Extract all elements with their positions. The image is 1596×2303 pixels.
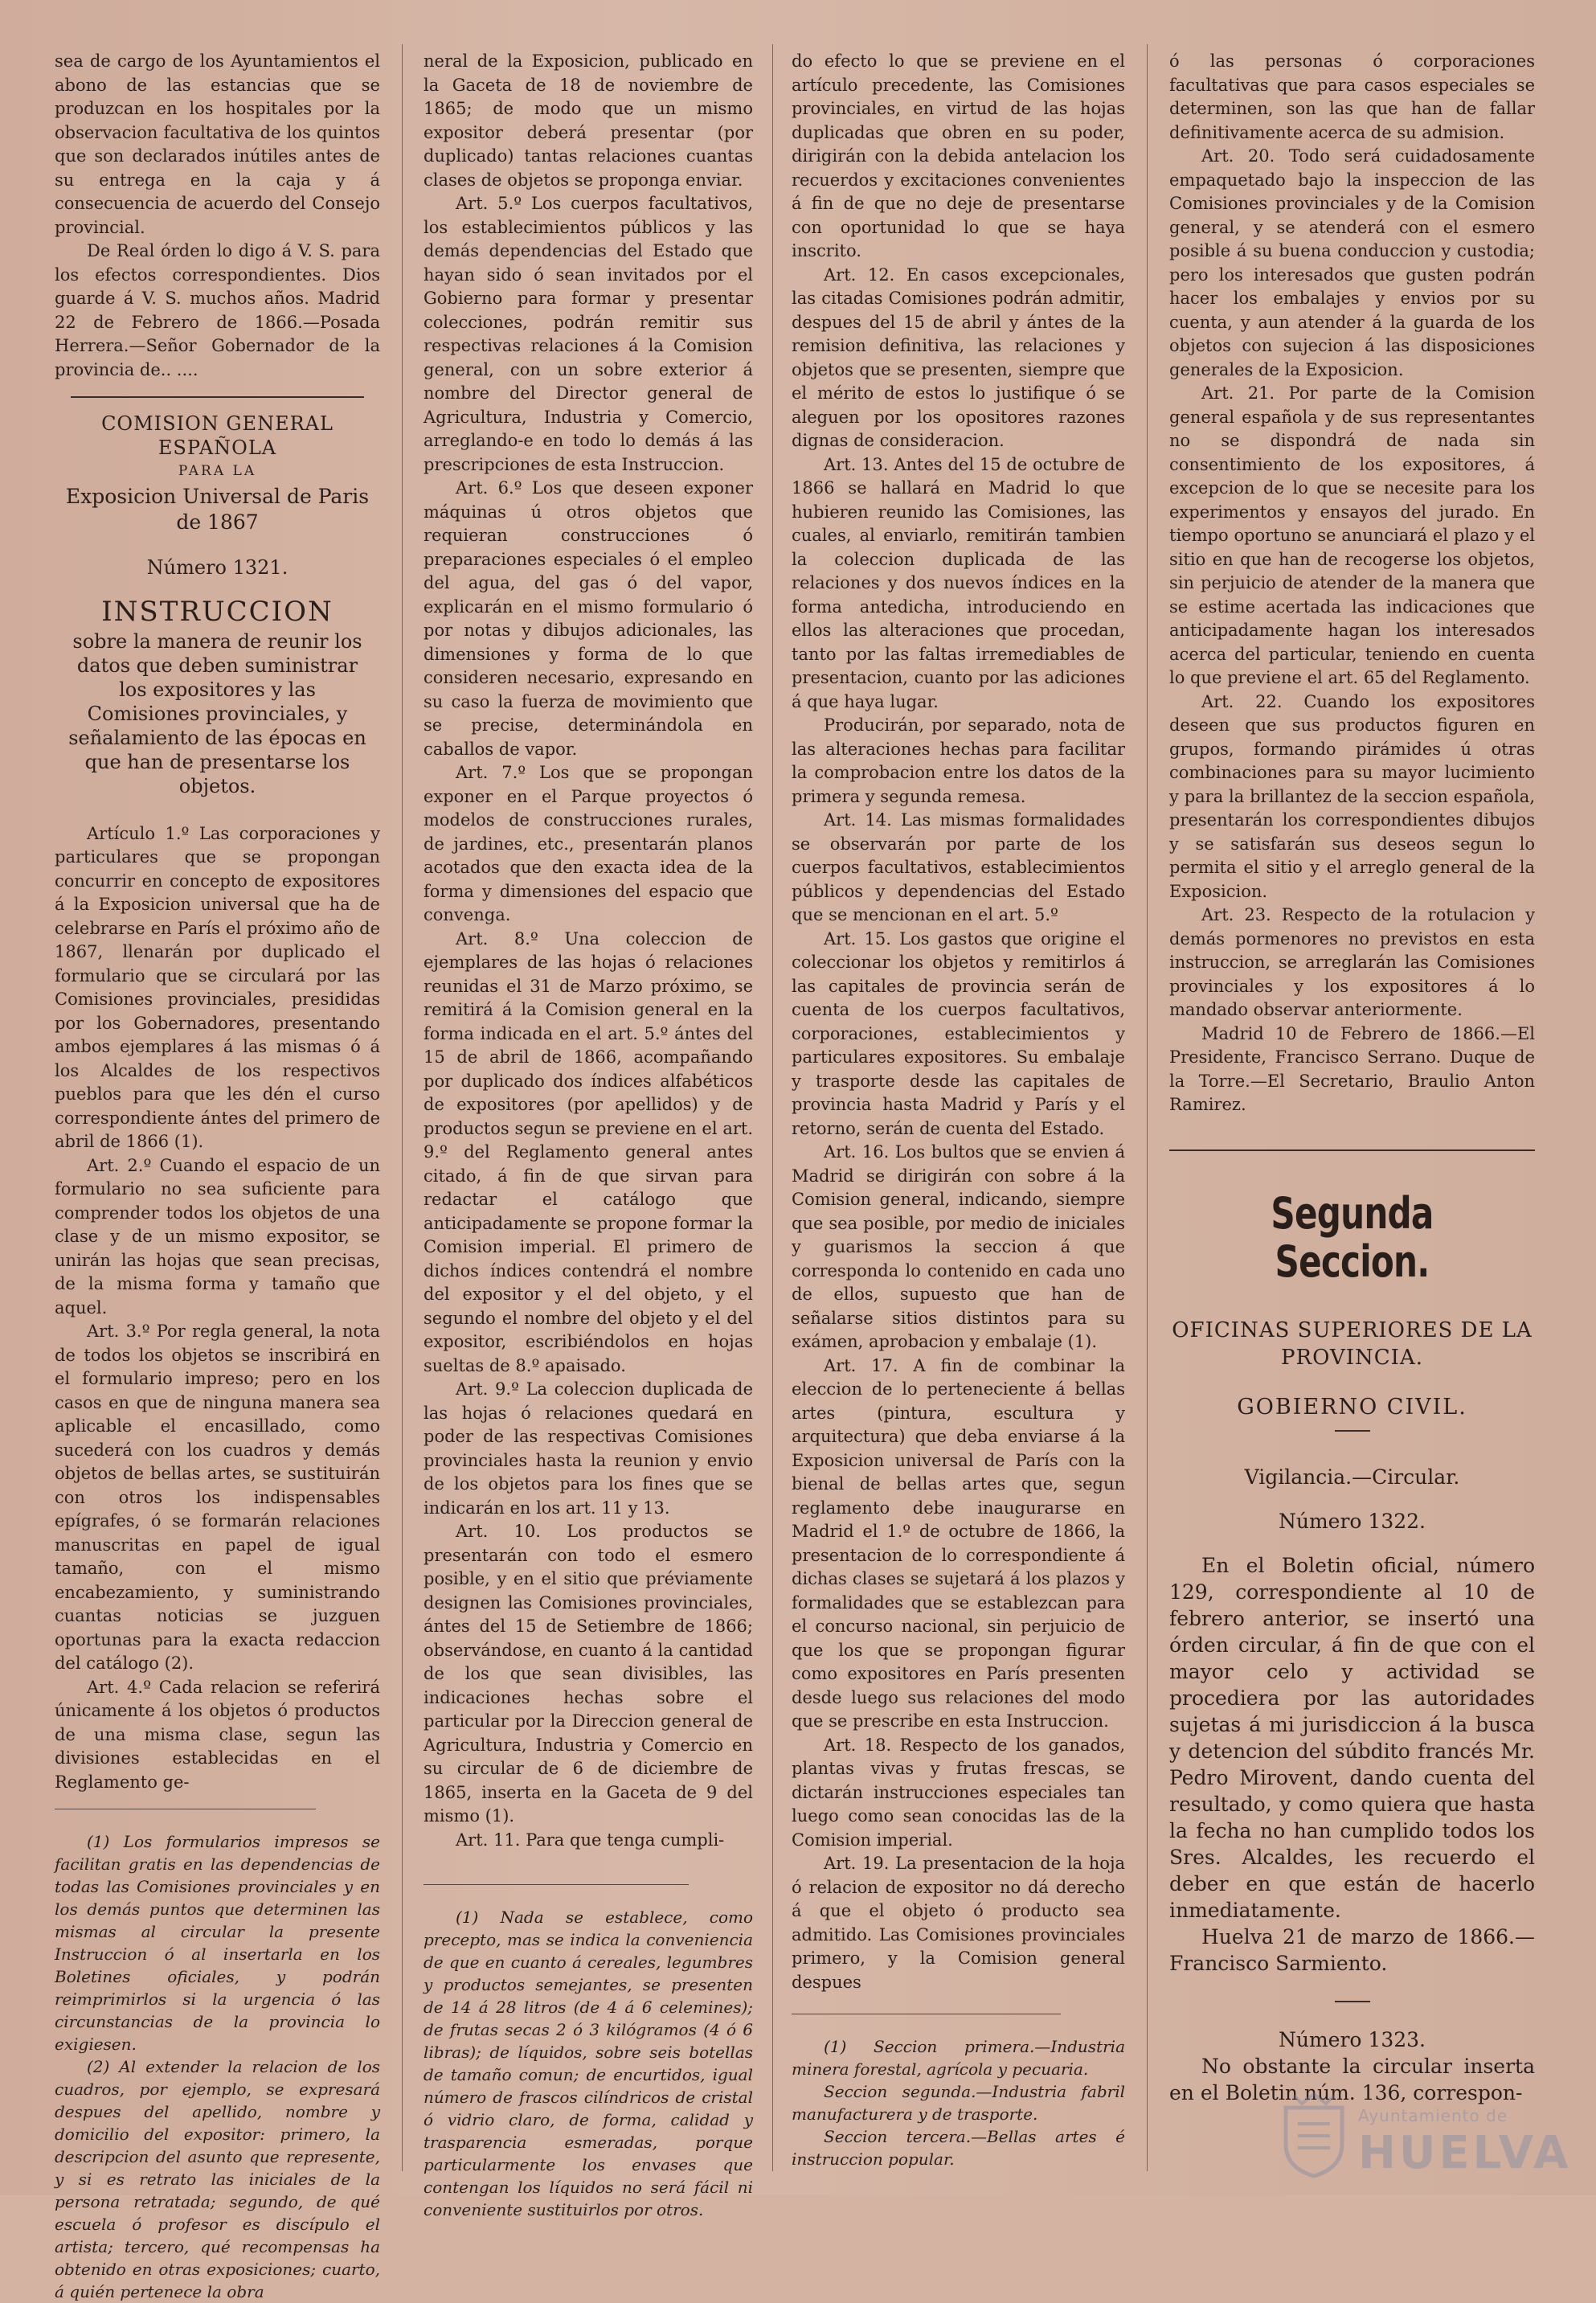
section-title: Segunda Seccion. bbox=[1271, 1187, 1434, 1287]
article-14: Art. 14. Las mismas formalidades se observarán por parte de los cuerpos facultativos, establecimientos públicos y dependencias del Estado que se mencionan en el art. 5.º bbox=[792, 810, 1125, 924]
number-1321: Número 1321. bbox=[146, 555, 289, 579]
circular-signature: Huelva 21 de marzo de 1866.—Francisco Sarmiento. bbox=[1169, 1925, 1535, 1975]
column-divider bbox=[772, 44, 773, 2171]
column-divider bbox=[402, 44, 403, 2171]
footnote-1a: (1) Seccion primera.—Industria minera forestal, agrícola y pecuaria. bbox=[792, 2037, 1125, 2079]
column-divider bbox=[1147, 44, 1148, 2171]
commission-para: PARA LA bbox=[178, 463, 257, 479]
column-1 bbox=[55, 50, 380, 2301]
vigilancia-heading: Vigilancia.—Circular. bbox=[1244, 1465, 1460, 1489]
article-4: Art. 4.º Cada relacion se referirá únicamente á los objetos ó productos de una misma clase, segun las divisiones establecidas en el Reglamento ge- bbox=[55, 1677, 380, 1792]
signature: Madrid 10 de Febrero de 1866.—El Presidente, Francisco Serrano. Duque de la Torre.—El Secretario, Braulio Anton Ramirez. bbox=[1169, 1023, 1535, 1114]
commission-expo: Exposicion Universal de Paris de 1867 bbox=[65, 484, 370, 534]
article-16: Art. 16. Los bultos que se envien á Madrid se dirigirán con sobre á la Comision general, indicando, siempre que sea posible, por medio de iniciales y guarismos la seccion á que corresponda lo contenido en cada uno de ellos, supuesto que han de señalarse sitios distintos para su exámen, aprobacion y embalaje (1). bbox=[792, 1142, 1125, 1351]
section-rule bbox=[1169, 1149, 1535, 1151]
article-11: Art. 11. Para que tenga cumpli- bbox=[456, 1830, 725, 1850]
intro-paragraph: sea de cargo de los Ayuntamientos el abono de las estancias que se produzcan en los hospitales por la observacion facultativa de los quintos que son declarados inútiles antes de su entrega en la caja y á consecuencia de acuerdo del Consejo provincial. bbox=[55, 51, 380, 237]
article-13: Art. 13. Antes del 15 de octubre de 1866 se hallará en Madrid lo que hubieren reunido las Comisiones, las cuales, al enviarlo, remitirán tambien la coleccion duplicada de las relaciones y dos nuevos índices en la forma antedicha, introduciendo en ellos las alteraciones que procedan, tanto por las faltas irremediables de presentacion, cuanto por las adiciones á que haya lugar. bbox=[792, 454, 1125, 711]
article-10: Art. 10. Los productos se presentarán con todo el esmero posible, y en el sitio que préviamente designen las Comisiones provinciales, ántes del 15 de Setiembre de 1866; observándose, en cuanto á la cantidad de los que sean divisibles, las indicaciones hechas sobre el particular por la Direccion general de Agricultura, Industria y Comercio en su circular de 6 de diciembre de 1865, inserta en la Gaceta de 9 del mismo (1). bbox=[424, 1522, 753, 1826]
article-21: Art. 21. Por parte de la Comision general española y de sus representantes no se dispondrá de nada sin consentimiento de los expositores, á excepcion de lo que se necesite para los experimentos y ensayos del jurado. En tiempo oportuno se anunciará el plazo y el sitio en que han de recogerse los objetos, sin perjuicio de atender de la manera que se estime acertada las indicaciones que anticipadamente hagan los interesados acerca del particular, teniendo en cuenta lo que previene el art. 65 del Reglamento. bbox=[1169, 383, 1535, 687]
footnote-2: (2) Al extender la relacion de los cuadros, por ejemplo, se expresará despues del apellido, nombre y domicilio del expositor: primero, la descripcion del asunto que represente, y si es retrato las iniciales de la persona retratada; segundo, de qué escuela ó profesor es discípulo el artista; tercero, qué recompensas ha obtenido en otras exposiciones; cuarto, á quién pertenece la obra bbox=[55, 2057, 380, 2301]
article-15: Art. 15. Los gastos que origine el coleccionar los objetos y remitirlos á las capitales de provincia serán de cuenta de los cuerpos facultativos, corporaciones, establecimientos y particulares expositores. Su embalaje y trasporte desde las capitales de provincia hasta Madrid y París y el retorno, serán de cuenta del Estado. bbox=[792, 928, 1125, 1138]
article-19: Art. 19. La presentacion de la hoja ó relacion de expositor no dá derecho á que el objeto ó producto sea admitido. Las Comisiones provinciales primero, y la Comision general despues bbox=[792, 1854, 1125, 1992]
article-7: Art. 7.º Los que se propongan exponer en el Parque proyectos ó modelos de construcciones rurales, de jardines, etc., presentarán planos acotados que den exacta idea de la forma y dimensiones del espacio que convenga. bbox=[424, 763, 753, 924]
article-6: Art. 6.º Los que deseen exponer máquinas ú otros objetos que requieran construcciones ó preparaciones especiales ó el empleo del agua, del gas ó del vapor, explicarán en el mismo formulario ó por notas y dibujos adicionales, las dimensiones y forma de lo que consideren necesario, expresando en su caso la fuerza de movimiento que se precise, determinándola en caballos de vapor. bbox=[424, 478, 753, 759]
article-22: Art. 22. Cuando los expositores deseen que sus productos figuren en grupos, formando pirámides ú otras combinaciones para su mayor lucimiento y para la brillantez de la seccion española, presentarán los correspondientes dibujos y se satisfarán sus deseos segun lo permita el sitio y el arreglo general de la Exposicion. bbox=[1169, 691, 1535, 901]
watermark-small-text: Ayuntamiento de bbox=[1358, 2106, 1508, 2125]
footnote-1: (1) Nada se establece, como precepto, mas se indica la conveniencia de que en cuanto á cereales, legumbres y productos semejantes, se presenten de 14 á 28 litros (de 4 á 6 celemines); de frutas secas 2 ó 3 kilógramos (4 ó 6 libras); de líquidos, sobre seis botellas de tamaño comun; de encurtidos, igual número de frascos cilíndricos de cristal ó vidrio claro, de forma, calidad y trasparencia esmeradas, porque particularmente los envases que contengan los líquidos no será fácil ni conveniente sustituirlos por otros. bbox=[424, 1908, 753, 2219]
article-12: Art. 12. En casos excepcionales, las citadas Comisiones podrán admitir, despues del 15 de abril y ántes de la remision definitiva, las relaciones y objetos que se presenten, siempre que el mérito de estos lo justifique ó se aleguen por los opositores razones dignas de consideracion. bbox=[792, 264, 1125, 450]
column-4 bbox=[1169, 50, 1535, 2163]
watermark-big-text: HUELVA bbox=[1358, 2127, 1572, 2179]
article-20: Art. 20. Todo será cuidadosamente empaquetado bajo la inspeccion de las Comisiones provinciales y de la Comision general, y se atenderá con el esmero posible á su buena conduccion y custodia; pero los interesados que gusten podrán hacer los embalajes y envios por su cuenta, y aun atender á la guarda de los objetos con sujecion á las disposiciones generales de la Exposicion. bbox=[1169, 146, 1535, 379]
closing-paragraph: De Real órden lo digo á V. S. para los efectos correspondientes. Dios guarde á V. S. muchos años. Madrid 22 de Febrero de 1866.—Posada Herrera.—Señor Gobernador de la provincia de.. .... bbox=[55, 241, 380, 379]
article-23: Art. 23. Respecto de la rotulacion y demás pormenores no previstos en esta instruccion, se arreglarán las Comisiones provinciales y los expositores á lo mandado observar anteriormente. bbox=[1169, 905, 1535, 1019]
footnote-rule bbox=[424, 1884, 689, 1885]
article-9: Art. 9.º La coleccion duplicada de las hojas ó relaciones quedará en poder de las respectivas Comisiones provinciales hasta la reunion y envio de los objetos para los fines que se indicarán en los art. 11 y 13. bbox=[424, 1379, 753, 1518]
number-1322: Número 1322. bbox=[1279, 1510, 1426, 1533]
article-17: Art. 17. A fin de combinar la eleccion de lo perteneciente á bellas artes (pintura, escultura y arquitectura) que deba enviarse á la Exposicion universal de París con la bienal de bellas artes que, segun reglamento debe inaugurarse en Madrid el 1.º de octubre de 1866, la presentacion de lo correspondiente á dichas clases se sujetará á los plazos y formalidades que se establezcan para el concurso nacional, sin perjuicio de que los que se propongan figurar como expositores en París presenten desde luego sus relaciones del modo que se prescribe en esta Instruccion. bbox=[792, 1355, 1125, 1731]
section-rule bbox=[71, 396, 364, 398]
last-text: No obstante la circular inserta en el Boletin núm. 136, correspon- bbox=[1169, 2055, 1535, 2104]
separator-dash bbox=[1335, 2001, 1370, 2002]
circular-text: En el Boletin oficial, número 129, correspondiente al 10 de febrero anterior, se insertó una órden circular, á fin de que con el mayor celo y actividad se procediera por las autoridades sujetas á mi jurisdiccion á la busca y detencion del súbdito francés Mr. Pedro Mirovent, dando cuenta del resultado, y como quiera que hasta la fecha no han cumplido todos los Sres. Alcaldes, les recuerdo el deber en que están de hacerlo inmediatamente. bbox=[1169, 1554, 1535, 1922]
footnote-1: (1) Los formularios impresos se facilitan gratis en las dependencias de todas las Comisiones provinciales y en los demás puntos que determinen las mismas al circular la presente Instruccion ó al insertarla en los Boletines oficiales, y podrán reimprimirlos si la urgencia ó las circunstancias de la provincia lo exigiesen. bbox=[55, 1832, 380, 2054]
coat-of-arms-icon bbox=[1278, 2092, 1350, 2180]
huelva-watermark bbox=[1278, 2092, 1583, 2188]
article-1: Artículo 1.º Las corporaciones y particulares que se propongan concurrir en concepto de expositores á la Exposicion universal que ha de celebrarse en París el próximo año de 1867, llenarán por duplicado el formulario que se circulará por las Comisiones provinciales, presididas por los Gobernadores, presentando ambos ejemplares á las mismas ó á los Alcaldes de los respectivos pueblos para que les dén el curso correspondiente ántes del primero de abril de 1866 (1). bbox=[55, 823, 380, 1151]
continuation: neral de la Exposicion, publicado en la Gaceta de 18 de noviembre de 1865; de modo que un mismo expositor deberá presentar (por duplicado) tantas relaciones cuantas clases de objetos se proponga enviar. bbox=[424, 51, 753, 190]
gobierno-heading: GOBIERNO CIVIL. bbox=[1237, 1394, 1467, 1420]
footnote-1b: Seccion segunda.—Industria fabril manufacturera y de trasporte. bbox=[792, 2082, 1125, 2124]
column-3 bbox=[792, 50, 1125, 2169]
article-13-note: Producirán, por separado, nota de las alteraciones hechas para facilitar la comprobacion entre los datos de la primera y segunda remesa. bbox=[792, 715, 1125, 806]
footnote-1c: Seccion tercera.—Bellas artes é instruccion popular. bbox=[792, 2127, 1125, 2169]
instruction-subtitle: sobre la manera de reunir los datos que deben suministrar los expositores y las Comisiones provinciales, y señalamiento de las épocas en que han de presentarse los objetos. bbox=[68, 629, 366, 797]
commission-title: COMISION GENERAL ESPAÑOLA bbox=[101, 412, 334, 459]
continuation: do efecto lo que se previene en el artículo precedente, las Comisiones provinciales, en virtud de las hojas duplicadas que obren en su poder, dirigirán con la debida antelacion los recuerdos y excitaciones convenientes á fin de que no deje de presentarse con oportunidad lo que se haya inscrito. bbox=[792, 51, 1125, 260]
heading-dash bbox=[1335, 1430, 1370, 1432]
column-2 bbox=[424, 50, 753, 2219]
offices-heading: OFICINAS SUPERIORES DE LA PROVINCIA. bbox=[1172, 1317, 1533, 1370]
article-3: Art. 3.º Por regla general, la nota de todos los objetos se inscribirá en el formulario impreso; pero en los casos en que de ninguna manera sea aplicable el encasillado, como sucederá con los cuadros y demás objetos de bellas artes, se sustituirán con otros los indispensables epígrafes, ó se formarán relaciones manuscritas en papel de igual tamaño, con el mismo encabezamiento, y suministrando cuantas noticias se juzguen oportunas para la exacta redaccion del catálogo (2). bbox=[55, 1322, 380, 1673]
instruction-title: INSTRUCCION bbox=[101, 596, 334, 628]
continuation: ó las personas ó corporaciones facultativas que para casos especiales se determinen, son las que han de fallar definitivamente acerca de su admision. bbox=[1169, 51, 1535, 142]
article-18: Art. 18. Respecto de los ganados, plantas vivas y frutas frescas, se dictarán instrucciones especiales tan luego como sean conocidas las de la Comision imperial. bbox=[792, 1735, 1125, 1850]
article-2: Art. 2.º Cuando el espacio de un formulario no sea suficiente para comprender todos los objetos de una clase y de un mismo expositor, se unirán las hojas que sean precisas, de la misma forma y tamaño que aquel. bbox=[55, 1155, 380, 1317]
article-5: Art. 5.º Los cuerpos facultativos, los establecimientos públicos y las demás dependencias del Estado que hayan sido ó sean invitados por el Gobierno para formar y presentar colecciones, podrán remitir sus respectivas relaciones á la Comision general, con un sobre exterior á nombre del Director general de Agricultura, Industria y Comercio, arreglando-e en todo lo demás á las prescripciones de esta Instruccion. bbox=[424, 194, 753, 474]
number-1323: Número 1323. bbox=[1279, 2028, 1426, 2051]
article-8: Art. 8.º Una coleccion de ejemplares de las hojas ó relaciones reunidas el 31 de Marzo próximo, se remitirá á la Comision general en la forma indicada en el art. 5.º ántes del 15 de abril de 1866, acompañando por duplicado dos índices alfabéticos de expositores (por apellidos) y de productos segun se previene en el art. 9.º del Reglamento general antes citado, á fin de que sirvan para redactar el catálogo que anticipadamente se propone formar la Comision imperial. El primero de dichos índices contendrá el nombre del expositor y el del objeto, y el segundo el nombre del objeto y el del expositor, escribiéndolos en hojas sueltas de 8.º apaisado. bbox=[424, 928, 753, 1375]
